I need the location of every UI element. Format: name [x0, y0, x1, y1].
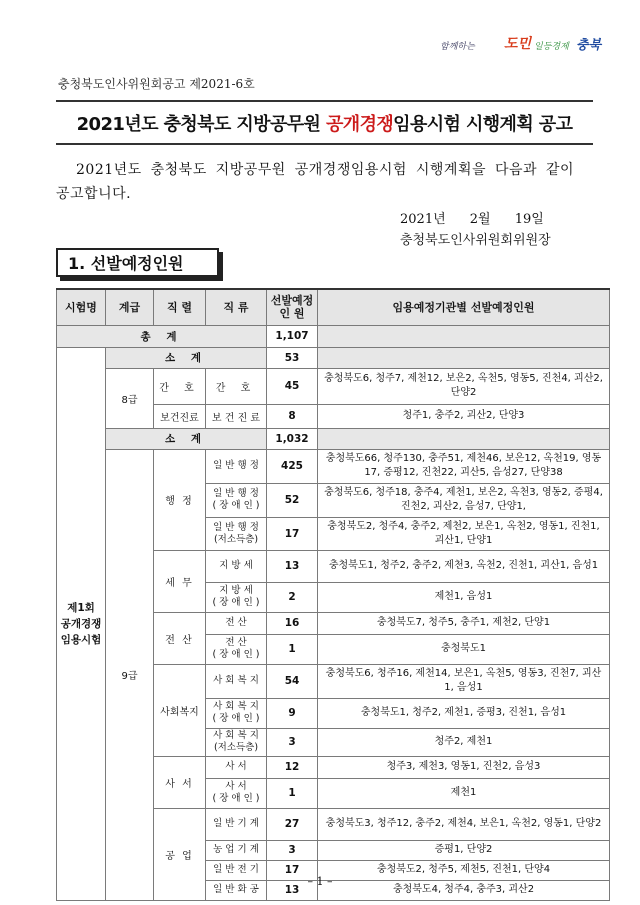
subtotal-9-org: [318, 428, 610, 449]
table-header-row: [57, 289, 610, 325]
org-health: 청주1, 충주2, 괴산2, 단양3: [318, 404, 610, 428]
count-health: 8: [267, 404, 318, 428]
count-clerk-1: 1: [267, 778, 318, 808]
signer: 충청북도인사위원회위원장: [400, 233, 551, 248]
title-before: 2021년도 충청북도 지방공무원: [76, 113, 326, 135]
selection-table: [56, 288, 610, 901]
type-computer-0: 전 산: [206, 612, 267, 634]
type-industry-2: 일 반 전 기: [206, 860, 267, 880]
total-count: 1,107: [267, 325, 318, 347]
logo-text-3: 일등경제: [534, 42, 569, 52]
header-series: 직 렬: [154, 289, 206, 325]
org-industry-3: 충청북도4, 청주4, 충주3, 괴산2: [318, 880, 610, 900]
slogan-logo: [438, 30, 608, 60]
type-computer-1: 전 산 ( 장 애 인 ): [206, 634, 267, 664]
type-admin-0: 일 반 행 정: [206, 449, 267, 483]
count-industry-0: 27: [267, 808, 318, 840]
count-industry-3: 13: [267, 880, 318, 900]
count-tax-0: 13: [267, 550, 318, 582]
intro-paragraph: 2021년도 충청북도 지방공무원 공개경쟁임용시험 시행계획을 다음과 같이 공고합니다.: [56, 162, 575, 202]
count-industry-2: 17: [267, 860, 318, 880]
header-type: 직 류: [206, 289, 267, 325]
type-admin-2: 일 반 행 정 (저소득층): [206, 517, 267, 550]
table-row: [57, 449, 610, 483]
title-box: [56, 100, 593, 145]
type-welfare-1: 사 회 복 지 ( 장 애 인 ): [206, 698, 267, 728]
total-org: [318, 325, 610, 347]
grade-8: 8급: [106, 368, 154, 428]
section-heading: 1. 선발예정인원: [56, 248, 219, 277]
org-welfare-2: 청주2, 제천1: [318, 728, 610, 756]
count-welfare-0: 54: [267, 664, 318, 698]
total-row: [57, 325, 610, 347]
series-tax: 세 무: [154, 550, 206, 612]
notice-number: 충청북도인사위원회공고 제2021-6호: [58, 77, 255, 91]
type-clerk-0: 사 서: [206, 756, 267, 778]
series-computer: 전 산: [154, 612, 206, 664]
count-admin-2: 17: [267, 517, 318, 550]
org-industry-2: 충청북도2, 청주5, 제천5, 진천1, 단양4: [318, 860, 610, 880]
type-welfare-0: 사 회 복 지: [206, 664, 267, 698]
series-health: 보건진료: [154, 404, 206, 428]
notice-date: 2021년 2월 19일: [400, 212, 544, 227]
org-computer-0: 충청북도7, 청주5, 충주1, 제천2, 단양1: [318, 612, 610, 634]
count-industry-1: 3: [267, 840, 318, 860]
org-tax-1: 제천1, 음성1: [318, 582, 610, 612]
header-grade: 계급: [106, 289, 154, 325]
type-welfare-2: 사 회 복 지 (저소득층): [206, 728, 267, 756]
type-industry-0: 일 반 기 계: [206, 808, 267, 840]
logo-text-1: 함께하는: [440, 42, 475, 52]
org-admin-2: 충청북도2, 청주4, 충주2, 제천2, 보은1, 옥천2, 영동1, 진천1, 괴산1, 단양1: [318, 517, 610, 550]
type-industry-3: 일 반 화 공: [206, 880, 267, 900]
org-admin-0: 충청북도66, 청주130, 충주51, 제천46, 보은12, 옥천19, 영동17, 증평12, 진천22, 괴산5, 음성27, 단양38: [318, 449, 610, 483]
org-industry-1: 증평1, 단양2: [318, 840, 610, 860]
logo-text-4: 충북: [576, 38, 602, 53]
subtotal-8-org: [318, 347, 610, 368]
org-welfare-1: 충청북도1, 청주2, 제천1, 증평3, 진천1, 음성1: [318, 698, 610, 728]
title-after: 임용시험 시행계획 공고: [393, 113, 573, 135]
series-nurse: 간 호: [154, 368, 206, 404]
org-tax-0: 충청북도1, 청주2, 충주2, 제천3, 옥천2, 진천1, 괴산1, 음성1: [318, 550, 610, 582]
org-welfare-0: 충청북도6, 청주16, 제천14, 보은1, 옥천5, 영동3, 진천7, 괴산1, 음성1: [318, 664, 610, 698]
type-industry-1: 농 업 기 계: [206, 840, 267, 860]
count-computer-1: 1: [267, 634, 318, 664]
series-admin: 행 정: [154, 449, 206, 550]
type-nurse: 간 호: [206, 368, 267, 404]
header-org: 임용예정기관별 선발예정인원: [318, 289, 610, 325]
org-industry-0: 충청북도3, 청주12, 충주2, 제천4, 보은1, 옥천2, 영동1, 단양2: [318, 808, 610, 840]
page-number: – 1 –: [307, 875, 333, 888]
type-tax-1: 지 방 세 ( 장 애 인 ): [206, 582, 267, 612]
subtotal-9-label: 소 계: [106, 428, 267, 449]
table-row: [57, 368, 610, 404]
org-computer-1: 충청북도1: [318, 634, 610, 664]
count-admin-0: 425: [267, 449, 318, 483]
page-title: [77, 110, 573, 136]
subtotal-8-label: 소 계: [106, 347, 267, 368]
total-label: 총 계: [57, 325, 267, 347]
series-industry: 공 업: [154, 808, 206, 900]
count-nurse: 45: [267, 368, 318, 404]
series-welfare: 사회복지: [154, 664, 206, 756]
type-tax-0: 지 방 세: [206, 550, 267, 582]
count-admin-1: 52: [267, 483, 318, 517]
subtotal-8-row: [57, 347, 610, 368]
org-nurse: 충청북도6, 청주7, 제천12, 보은2, 옥천5, 영동5, 진천4, 괴산2, 단양2: [318, 368, 610, 404]
series-clerk: 사 서: [154, 756, 206, 808]
logo-text-2: 도민: [504, 36, 532, 52]
subtotal-9-count: 1,032: [267, 428, 318, 449]
org-clerk-1: 제천1: [318, 778, 610, 808]
subtotal-8-count: 53: [267, 347, 318, 368]
grade-9: 9급: [106, 449, 154, 900]
org-clerk-0: 청주3, 제천3, 영동1, 진천2, 음성3: [318, 756, 610, 778]
count-clerk-0: 12: [267, 756, 318, 778]
header-count: 선발예정 인 원: [267, 289, 318, 325]
type-health: 보 건 진 료: [206, 404, 267, 428]
count-tax-1: 2: [267, 582, 318, 612]
subtotal-9-row: [57, 428, 610, 449]
count-welfare-2: 3: [267, 728, 318, 756]
type-admin-1: 일 반 행 정 ( 장 애 인 ): [206, 483, 267, 517]
type-clerk-1: 사 서 ( 장 애 인 ): [206, 778, 267, 808]
org-admin-1: 충청북도6, 청주18, 충주4, 제천1, 보은2, 옥천3, 영동2, 증평4, 진천2, 괴산2, 음성7, 단양1,: [318, 483, 610, 517]
count-computer-0: 16: [267, 612, 318, 634]
exam-name: 제1회 공개경쟁 임용시험: [57, 347, 106, 900]
header-exam: 시험명: [57, 289, 106, 325]
title-highlight: 공개경쟁: [326, 113, 394, 135]
count-welfare-1: 9: [267, 698, 318, 728]
